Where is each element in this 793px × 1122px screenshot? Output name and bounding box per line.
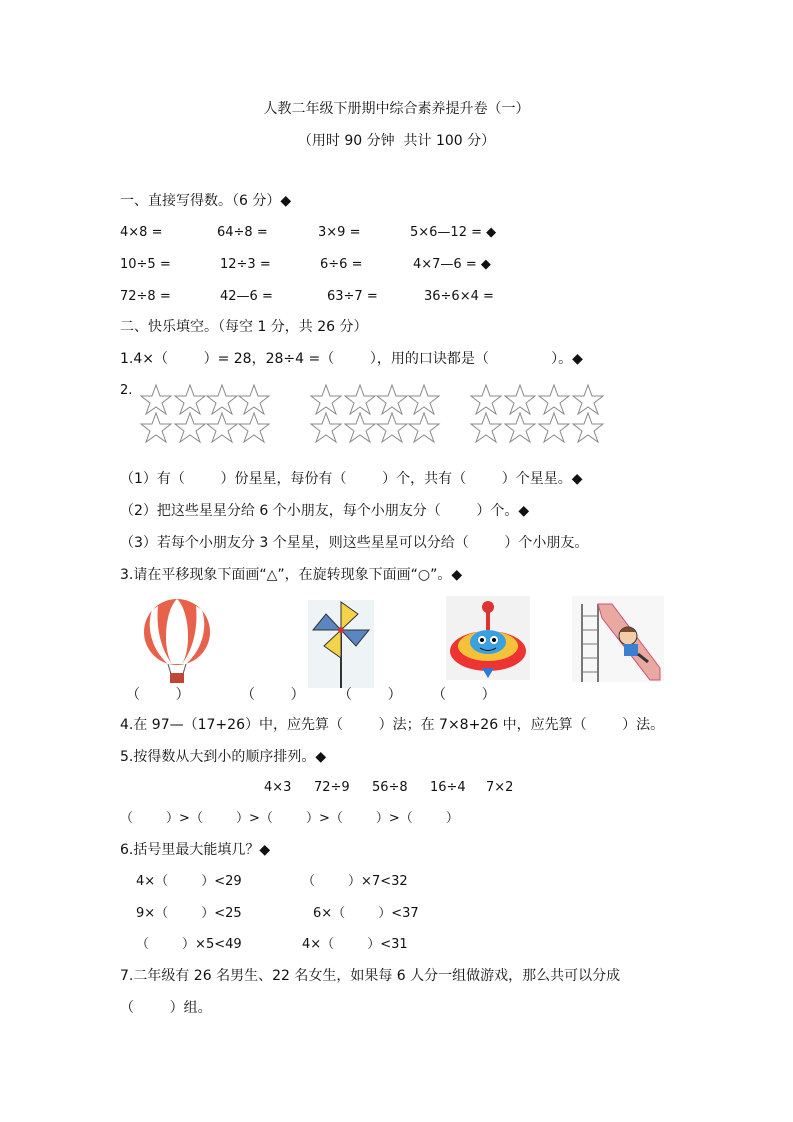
page-title: 人教二年级下册期中综合素养提升卷（一） xyxy=(263,101,530,117)
calc-item: 6÷6 = xyxy=(320,257,363,272)
calc-item: 36÷6×4 = xyxy=(424,289,494,304)
calc-item: 42—6 = xyxy=(220,289,273,304)
hot-air-balloon-icon xyxy=(138,598,216,686)
question-7-line-2[interactable]: （ ）组。 xyxy=(120,1000,212,1016)
q5-blanks[interactable]: （ ）>（ ）>（ ）>（ ）>（ ） xyxy=(120,811,459,826)
q6-item[interactable]: （ ）×7<32 xyxy=(302,874,408,889)
q5-item: 56÷8 xyxy=(372,780,408,795)
page-subtitle: （用时 90 分钟 共计 100 分） xyxy=(297,133,496,149)
q6-item[interactable]: 4×（ ）<29 xyxy=(136,874,242,889)
star-group-3 xyxy=(471,385,603,442)
calc-item: 3×9 = xyxy=(318,225,361,240)
calc-item: 64÷8 = xyxy=(217,225,268,240)
question-1: 1.4×（ ）= 28，28÷4 =（ ），用的口诀都是（ ）。◆ xyxy=(120,351,583,367)
section2-heading: 二、快乐填空。（每空 1 分，共 26 分） xyxy=(120,319,368,335)
calc-item: 5×6—12 = ◆ xyxy=(410,225,497,240)
q3-blank-4[interactable]: （ ） xyxy=(432,687,496,703)
star-groups xyxy=(0,382,793,452)
question-5: 5.按得数从大到小的顺序排列。◆ xyxy=(120,749,327,765)
question-2-sub-3: （3）若每个小朋友分 3 个星星，则这些星星可以分给（ ）个小朋友。 xyxy=(120,535,589,551)
q5-item: 16÷4 xyxy=(430,780,466,795)
star-group-2 xyxy=(311,385,439,442)
calc-item: 12÷3 = xyxy=(220,257,271,272)
q3-blank-3[interactable]: （ ） xyxy=(338,687,402,703)
slide-icon xyxy=(572,596,664,682)
star-group-1 xyxy=(141,385,269,442)
q5-item: 4×3 xyxy=(264,780,292,795)
q3-blank-1[interactable]: （ ） xyxy=(126,687,190,703)
question-6: 6.括号里最大能填几？◆ xyxy=(120,842,271,858)
q6-item[interactable]: 4×（ ）<31 xyxy=(302,937,408,952)
calc-item: 4×7—6 = ◆ xyxy=(413,257,491,272)
question-2-label: 2. xyxy=(120,383,133,398)
q5-item: 72÷9 xyxy=(314,780,350,795)
q6-item[interactable]: （ ）×5<49 xyxy=(136,937,242,952)
q6-item[interactable]: 6×（ ）<37 xyxy=(313,906,419,921)
calc-item: 63÷7 = xyxy=(327,289,378,304)
question-2-sub-1: （1）有（ ）份星星，每份有（ ）个，共有（ ）个星星。◆ xyxy=(120,471,583,487)
q5-item: 7×2 xyxy=(486,780,514,795)
question-7-line-1: 7.二年级有 26 名男生、22 名女生，如果每 6 人分一组做游戏，那么共可以分成 xyxy=(120,968,621,984)
section1-heading: 一、直接写得数。（6 分）◆ xyxy=(120,193,292,209)
calc-item: 10÷5 = xyxy=(120,257,171,272)
spinning-top-icon xyxy=(446,596,530,680)
question-4: 4.在 97—（17+26）中，应先算（ ）法；在 7×8+26 中，应先算（ ）法。 xyxy=(120,717,665,733)
calc-item: 72÷8 = xyxy=(120,289,171,304)
pinwheel-icon xyxy=(308,600,374,688)
q6-item[interactable]: 9×（ ）<25 xyxy=(136,906,242,921)
question-3: 3.请在平移现象下面画“△”，在旋转现象下面画“○”。◆ xyxy=(120,567,463,583)
q3-blank-2[interactable]: （ ） xyxy=(241,687,305,703)
question-2-sub-2: （2）把这些星星分给 6 个小朋友，每个小朋友分（ ）个。◆ xyxy=(120,503,530,519)
calc-item: 4×8 = xyxy=(120,225,163,240)
